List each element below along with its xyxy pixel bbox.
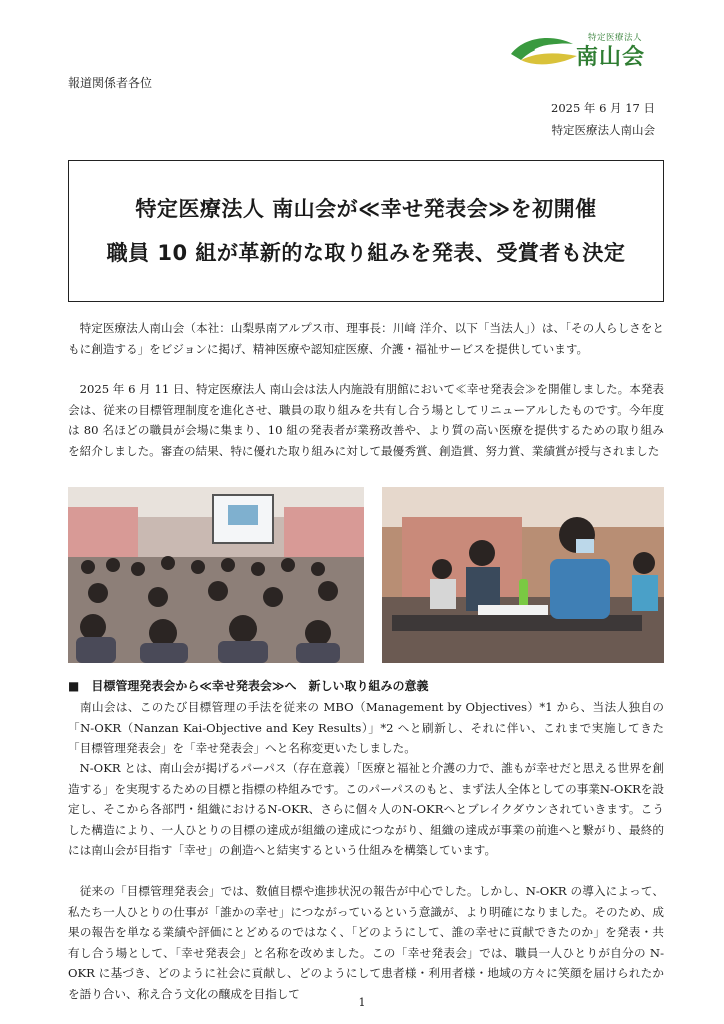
photo-judges [382, 487, 664, 663]
leaf-logo-icon [507, 30, 587, 72]
section-paragraph-3: 従来の「目標管理発表会」では、数値目標や進捗状況の報告が中心でした。しかし、N-OKR の導入によって、私たち一人ひとりの仕事が「誰かの幸せ」につながっているという意識が、より明確になりました。そのため、成果の報告を単なる業績や評価にとどめるのではなく、「どのようにして、誰の幸せに貢献できたのか」を発表・共有し合う場として、「幸せ発表会」と名称を改めました。この「幸せ発表会」では、職員一人ひとりが自分の N-OKR に基づき、どのように社会に貢献し、どのようにして患者様・利用者様・地域の方々に笑顔を届けられたかを語り合い、称え合う文化の醸成を目指して [68, 884, 664, 1001]
issuing-organization: 特定医療法人南山会 [551, 123, 655, 137]
release-date: 2025 年 6 月 17 日 [551, 101, 655, 115]
title-box [68, 160, 664, 302]
logo-subtitle: 特定医療法人 [588, 33, 643, 43]
logo-title: 南山会 [576, 45, 646, 70]
intro-paragraph-1: 特定医療法人南山会（本社：山梨県南アルプス市、理事長：川﨑 洋介、以下「当法人」）は、「その人らしさをともに創造する」をビジョンに掲げ、精神医療や認知症医療、介護・福祉サービスを提供しています。 [68, 321, 664, 356]
title-line-1: 特定医療法人 南山会が≪幸せ発表会≫を初開催 [135, 197, 597, 221]
recipient-line: 報道関係者各位 [68, 76, 153, 90]
photo-audience [68, 487, 364, 663]
section-paragraph-1: 南山会は、このたび目標管理の手法を従来の MBO（Management by Objectives）*1 から、当法人独自の「N-OKR（Nanzan Kai-Objective and Key Results）」*2 へと刷新し、それに伴い、これまで実施してきた「目標管理発表会」を「幸せ発表会」へと名称変更いたしました。 [68, 700, 664, 755]
section-heading: ■ 目標管理発表会から≪幸せ発表会≫へ 新しい取り組みの意義 [68, 679, 429, 693]
title-line-2: 職員 10 組が革新的な取り組みを発表、受賞者も決定 [106, 241, 626, 265]
page-number: 1 [358, 996, 366, 1009]
intro-paragraph-2: 2025 年 6 月 11 日、特定医療法人 南山会は法人内施設有朋館において≪幸せ発表会≫を開催しました。本発表会は、従来の目標管理制度を進化させ、職員の取り組みを共有し合う場としてリニューアルしたものです。今年度は 80 名ほどの職員が会場に集まり、10 組の発表者が業務改善や、より質の高い医療を提供するための取り組みを紹介しました。審査の結果、特に優れた取り組みに対して最優秀賞、創造賞、努力賞、業績賞が授与されました [68, 382, 664, 458]
section-paragraph-2: N-OKR とは、南山会が掲げるパーパス（存在意義）「医療と福祉と介護の力で、誰もが幸せだと思える世界を創造する」を実現するための目標と指標の枠組みです。このパーパスのもと、まず法人全体としての事業N-OKRを設定し、そこから各部門・組織におけるN-OKR、さらに個々人のN-OKRへとブレイクダウンされていきます。こうした構造により、一人ひとりの目標の達成が組織の達成につながり、組織の達成が事業の前進へと繋がり、最終的には南山会が目指す「幸せ」の創造へと結実するという仕組みを構築しています。 [68, 761, 664, 857]
